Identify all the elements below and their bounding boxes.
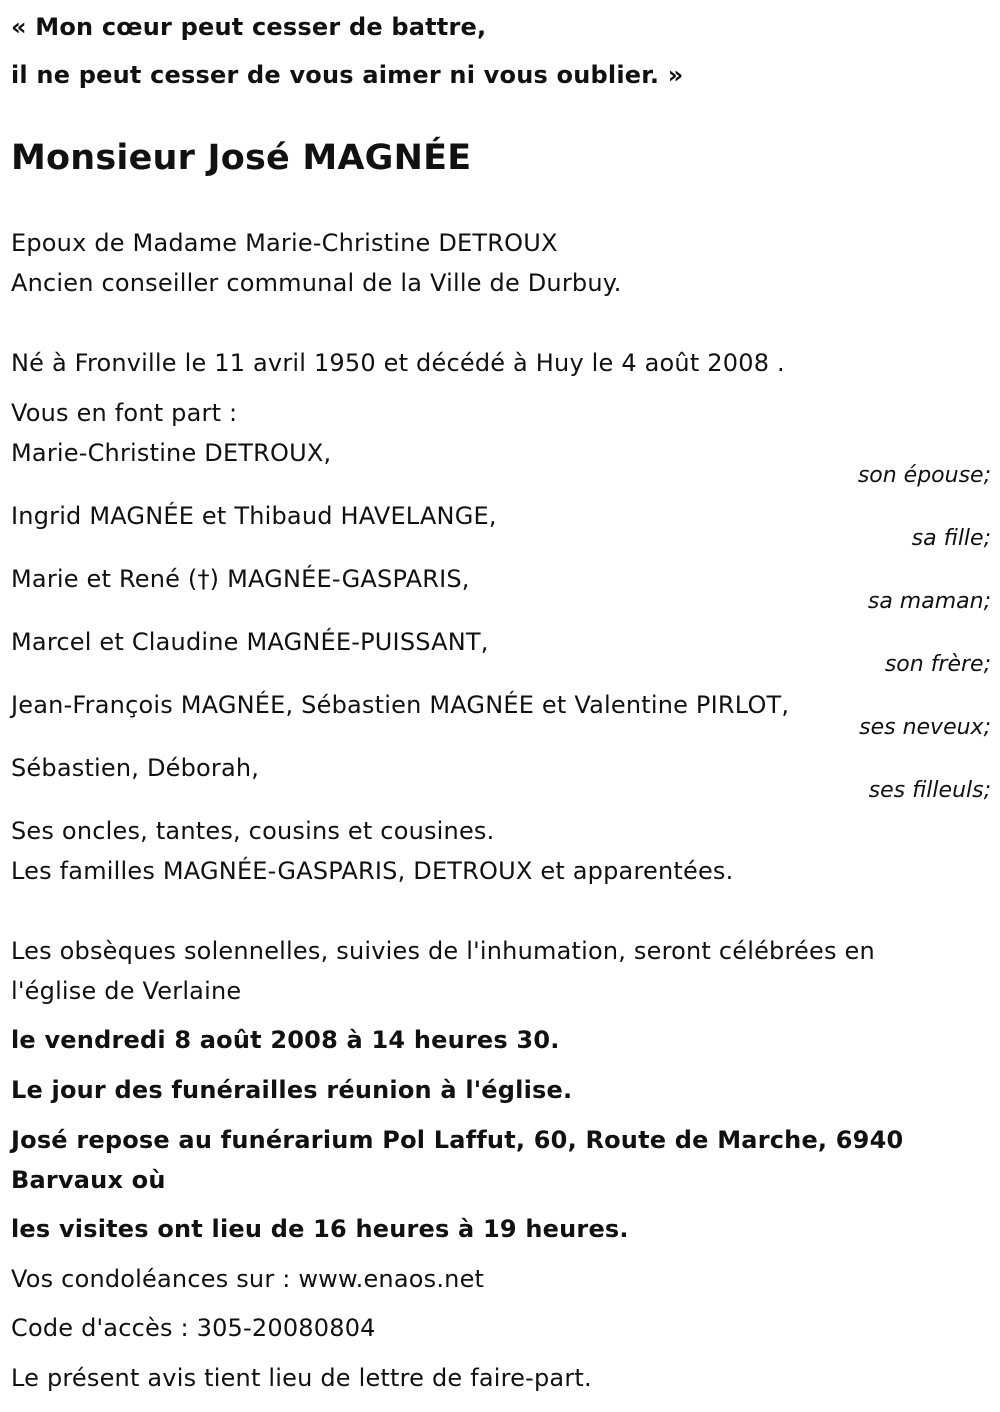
funeral-home-line-2: Barvaux où — [11, 1166, 166, 1194]
family-intro: Vous en font part : — [11, 399, 238, 427]
family-member-names: Marcel et Claudine MAGNÉE-PUISSANT, — [11, 628, 489, 656]
notice-line: Le présent avis tient lieu de lettre de faire-part. — [11, 1364, 592, 1392]
family-member-names: Sébastien, Déborah, — [11, 754, 260, 782]
relatives-line: Ses oncles, tantes, cousins et cousines. — [11, 817, 495, 845]
dates-line: Né à Fronville le 11 avril 1950 et décédé à Huy le 4 août 2008 . — [11, 349, 785, 377]
family-member-names: Ingrid MAGNÉE et Thibaud HAVELANGE, — [11, 502, 497, 530]
families-line: Les familles MAGNÉE-GASPARIS, DETROUX et apparentées. — [11, 857, 734, 885]
funeral-home-line-1: José repose au funérarium Pol Laffut, 60, Route de Marche, 6940 — [11, 1126, 904, 1154]
ceremony-line-1: Les obsèques solennelles, suivies de l'inhumation, seront célébrées en — [11, 937, 875, 965]
family-member-names: Marie-Christine DETROUX, — [11, 439, 332, 467]
meeting-line: Le jour des funérailles réunion à l'église. — [11, 1076, 573, 1104]
family-member-names: Marie et René (†) MAGNÉE-GASPARIS, — [11, 565, 470, 593]
spouse-line: Epoux de Madame Marie-Christine DETROUX — [11, 229, 558, 257]
quote-line-1: « Mon cœur peut cesser de battre, — [11, 13, 487, 41]
deceased-name: Monsieur José MAGNÉE — [11, 138, 472, 178]
family-member-relation: son frère; — [884, 652, 991, 677]
family-member-relation: sa fille; — [911, 526, 991, 551]
family-member-relation: ses filleuls; — [868, 778, 991, 803]
family-member-relation: sa maman; — [867, 589, 991, 614]
visits-line: les visites ont lieu de 16 heures à 19 heures. — [11, 1215, 629, 1243]
ceremony-date: le vendredi 8 août 2008 à 14 heures 30. — [11, 1026, 560, 1054]
family-member-relation: son épouse; — [857, 463, 991, 488]
condolences-line: Vos condoléances sur : www.enaos.net — [11, 1265, 485, 1293]
ceremony-line-2: l'église de Verlaine — [11, 977, 242, 1005]
family-member-names: Jean-François MAGNÉE, Sébastien MAGNÉE et Valentine PIRLOT, — [11, 691, 790, 719]
access-code-line: Code d'accès : 305-20080804 — [11, 1314, 376, 1342]
family-member-relation: ses neveux; — [859, 715, 991, 740]
quote-line-2: il ne peut cesser de vous aimer ni vous oublier. » — [11, 61, 684, 89]
role-line: Ancien conseiller communal de la Ville de Durbuy. — [11, 269, 622, 297]
